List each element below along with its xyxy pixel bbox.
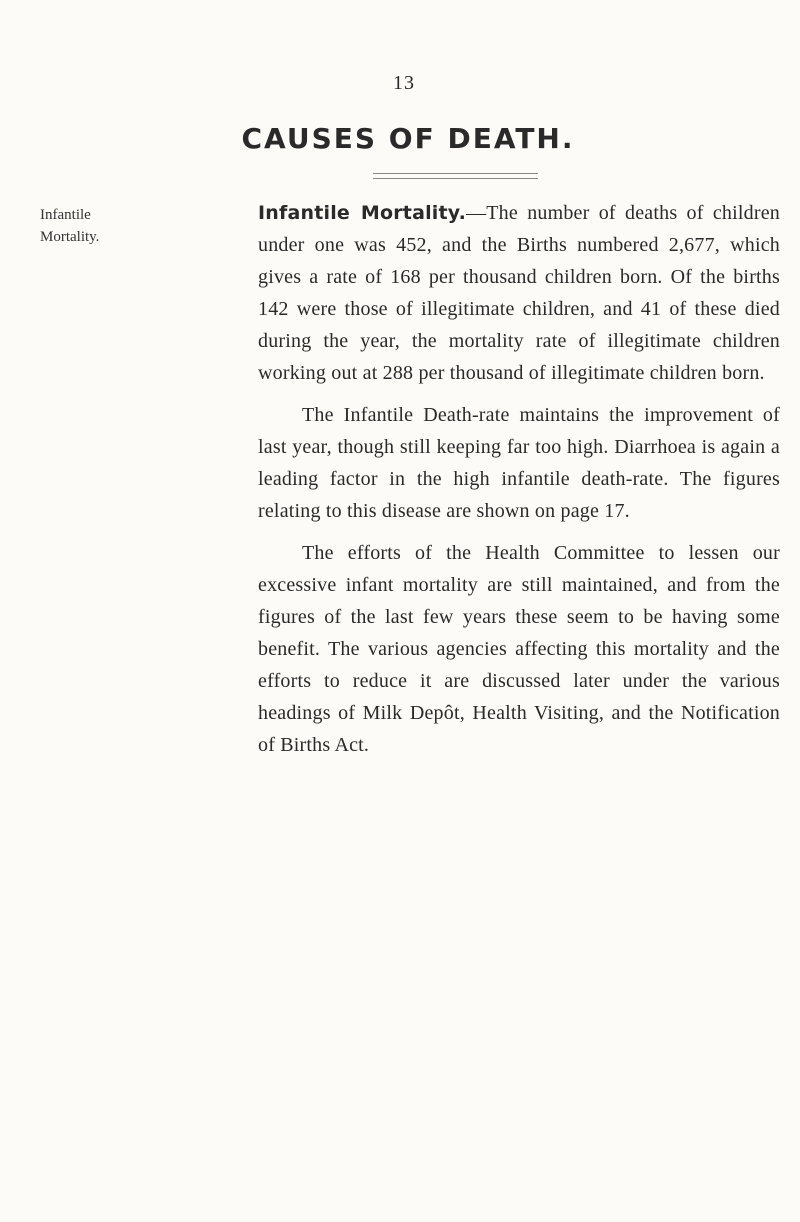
title-divider: [373, 173, 538, 179]
paragraph-heading: Infantile Mortality.: [258, 202, 467, 224]
page-number: 13: [393, 72, 415, 94]
margin-note-line-1: Infantile: [40, 207, 91, 223]
margin-note: [40, 204, 130, 248]
paragraph-death-rate: The Infantile Death-rate maintains the improvement of last year, though still keeping far too high. Diarrhoea is again a leading factor in the high infantile death-rate. The figures relating to this disease are shown on page 17.: [258, 404, 780, 522]
body-text: [258, 197, 780, 771]
page-title: CAUSES OF DEATH.: [241, 122, 575, 155]
paragraph-text: —The number of deaths of children under one was 452, and the Births numbered 2,677, which gives a rate of 168 per thousand children born. Of the births 142 were those of illegitimate children, and 41 of these died during the year, the mortality rate of illegitimate children working out at 288 per thousand of illegitimate children born.: [258, 202, 780, 384]
paragraph-health-committee: The efforts of the Health Committee to lessen our excessive infant mortality are still maintained, and from the figures of the last few years these seem to be having some benefit. The various agencies affecting this mortality and the efforts to reduce it are discussed later under the various headings of Milk Depôt, Health Visiting, and the Notification of Births Act.: [258, 542, 780, 756]
paragraph-infantile-mortality: [258, 197, 780, 389]
margin-note-line-2: Mortality.: [40, 229, 100, 245]
